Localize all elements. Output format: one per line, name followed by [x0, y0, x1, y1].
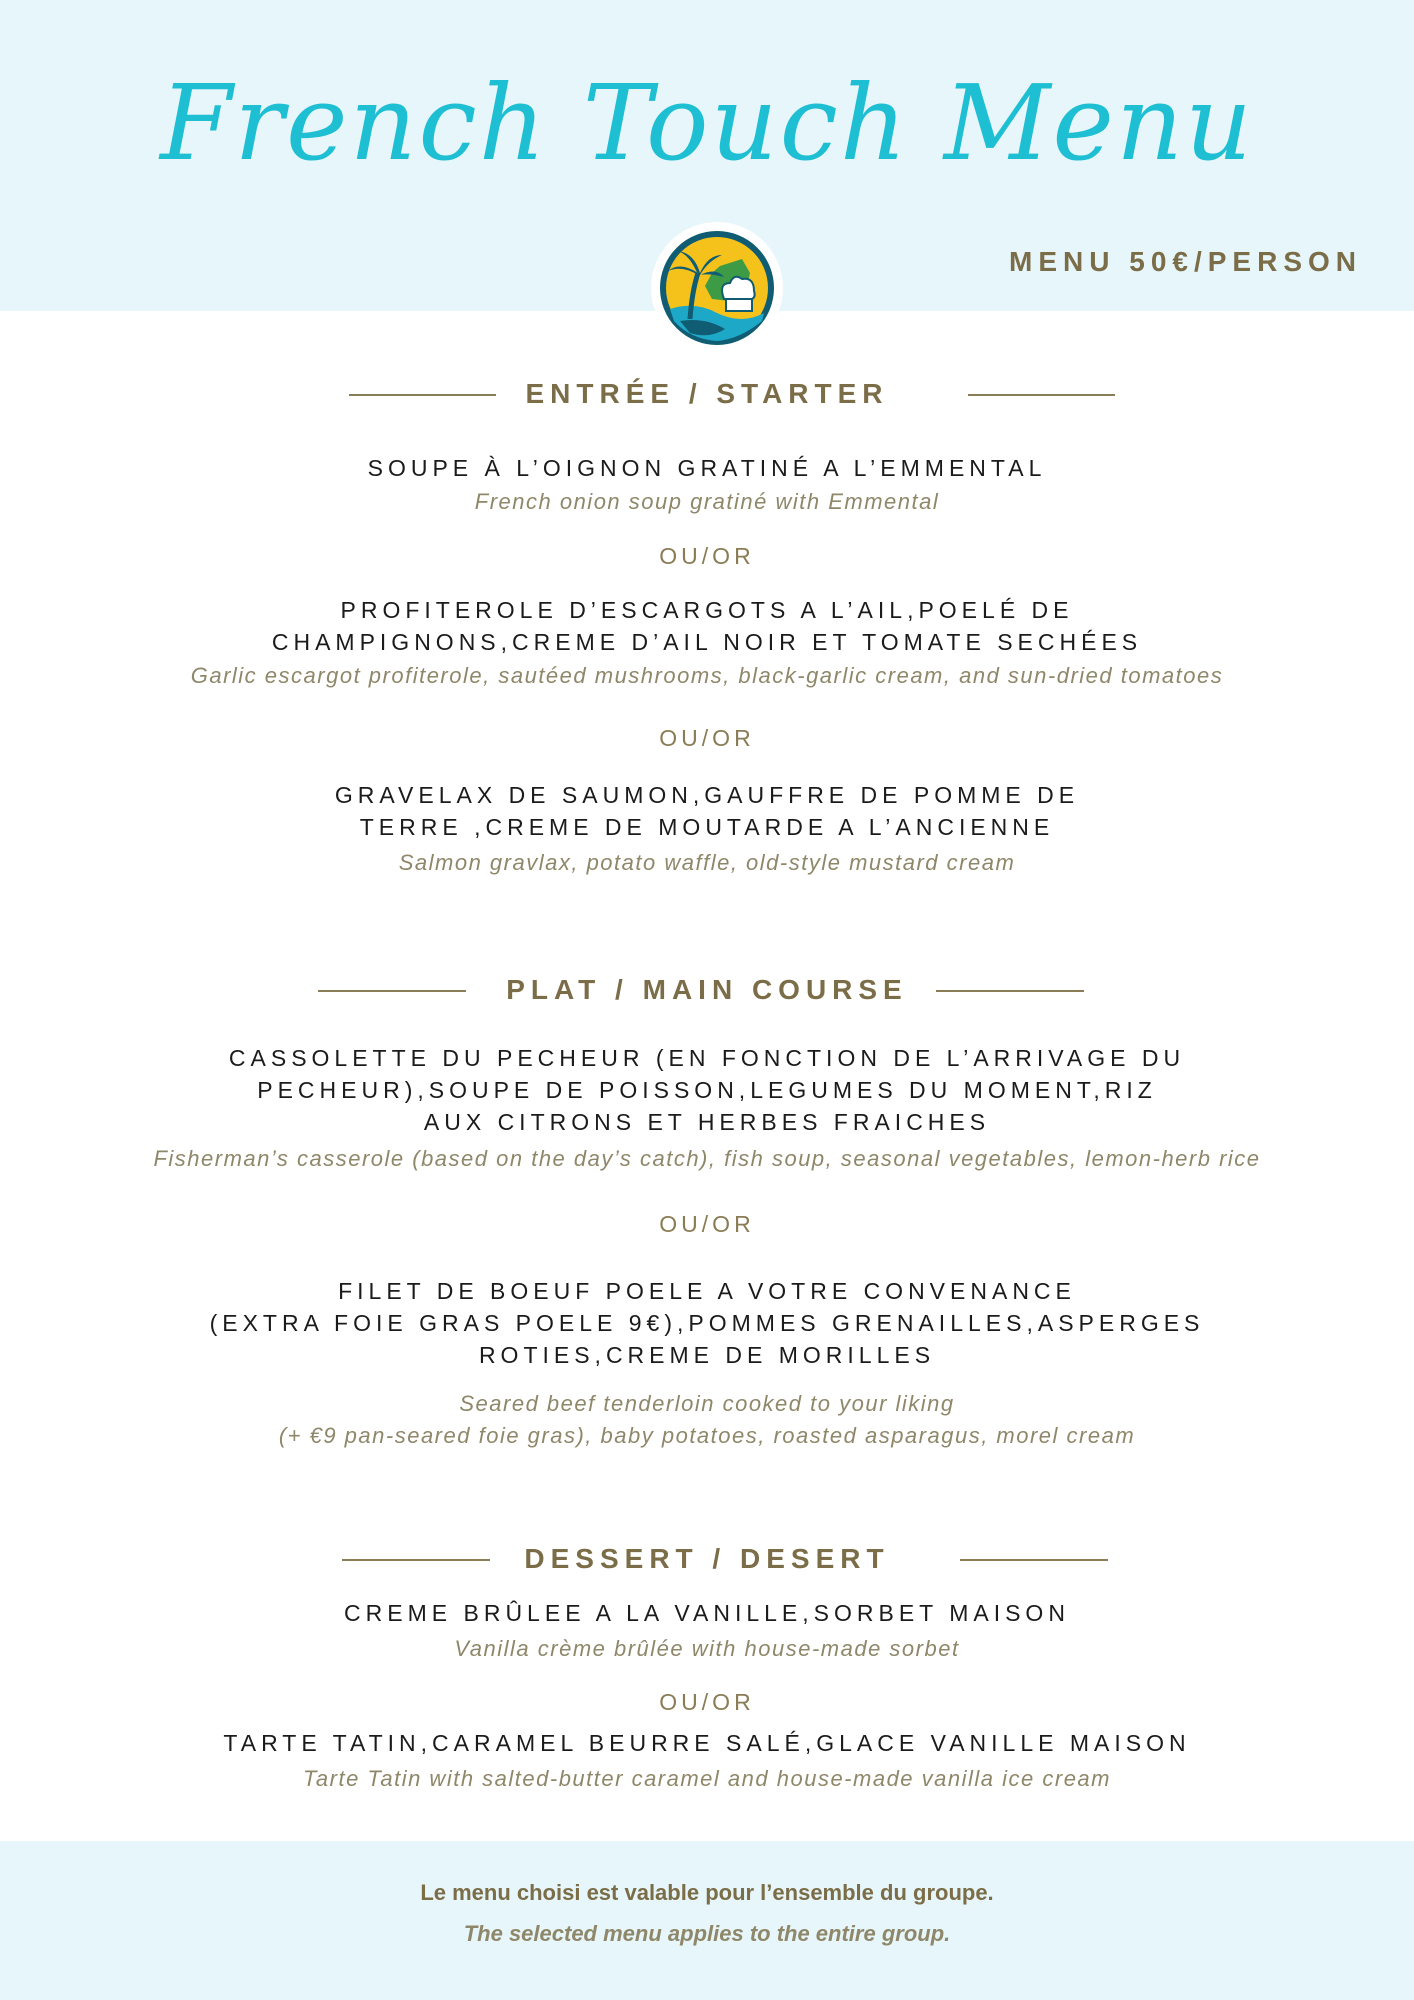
or-separator: OU/OR: [659, 1689, 755, 1715]
dish-name-line: FILET DE BOEUF POELE A VOTRE CONVENANCE: [338, 1278, 1076, 1304]
dish-name-line: CASSOLETTE DU PECHEUR (EN FONCTION DE L’ARRIVAGE DU: [228, 1045, 1186, 1071]
dish-description-line: Tarte Tatin with salted-butter caramel and house-made vanilla ice cream: [302, 1766, 1111, 1791]
menu-title: French Touch Menu: [160, 62, 1254, 184]
section-heading: [0, 970, 1414, 1010]
dish-name-line: (EXTRA FOIE GRAS POELE 9€),POMMES GRENAILLES,ASPERGES: [209, 1310, 1205, 1336]
dish-name-line: TARTE TATIN,CARAMEL BEURRE SALÉ,GLACE VANILLE MAISON: [223, 1730, 1191, 1756]
dish-description-line: Salmon gravlax, potato waffle, old-style mustard cream: [398, 850, 1016, 875]
dish-description-line: French onion soup gratiné with Emmental: [474, 489, 940, 514]
dish-name-line: PROFITEROLE D’ESCARGOTS A L’AIL,POELÉ DE: [340, 597, 1074, 623]
palm-map-chef-logo-icon: [650, 221, 784, 355]
or-separator: OU/OR: [659, 1211, 755, 1237]
or-separator: OU/OR: [659, 543, 755, 569]
menu-price: MENU 50€/PERSON: [1009, 246, 1362, 277]
dish-description-line: Seared beef tenderloin cooked to your liking: [459, 1391, 955, 1416]
section-title-label: DESSERT / DESERT: [524, 1543, 890, 1574]
section-heading: [0, 1539, 1414, 1579]
dish-name-line: GRAVELAX DE SAUMON,GAUFFRE DE POMME DE: [334, 782, 1080, 808]
section-title-label: ENTRÉE / STARTER: [525, 378, 889, 409]
or-separator: OU/OR: [659, 725, 755, 751]
dish-name-line: ROTIES,CREME DE MORILLES: [478, 1342, 936, 1368]
dish-description-line: Garlic escargot profiterole, sautéed mushrooms, black-garlic cream, and sun-dried tomatoes: [190, 663, 1224, 688]
dish-description-line: (+ €9 pan-seared foie gras), baby potatoes, roasted asparagus, morel cream: [278, 1423, 1136, 1448]
dish-description-line: Vanilla crème brûlée with house-made sorbet: [454, 1636, 960, 1661]
dish-name-line: PECHEUR),SOUPE DE POISSON,LEGUMES DU MOMENT,RIZ: [257, 1077, 1157, 1103]
footer-note-french: Le menu choisi est valable pour l’ensemble du groupe.: [420, 1880, 994, 1905]
dish-name-line: CREME BRÛLEE A LA VANILLE,SORBET MAISON: [344, 1600, 1070, 1626]
section-title-label: PLAT / MAIN COURSE: [506, 974, 908, 1005]
dish-description-line: Fisherman’s casserole (based on the day’s catch), fish soup, seasonal vegetables, lemon-herb rice: [153, 1146, 1261, 1171]
dish-name-line: SOUPE À L’OIGNON GRATINÉ A L’EMMENTAL: [367, 455, 1047, 481]
dish-name-line: AUX CITRONS ET HERBES FRAICHES: [423, 1109, 991, 1135]
dish-name-line: TERRE ,CREME DE MOUTARDE A L’ANCIENNE: [359, 814, 1055, 840]
section-heading: [0, 374, 1414, 414]
footer-note-english: The selected menu applies to the entire group.: [463, 1921, 951, 1946]
dish-name-line: CHAMPIGNONS,CREME D’AIL NOIR ET TOMATE SECHÉES: [271, 629, 1143, 655]
